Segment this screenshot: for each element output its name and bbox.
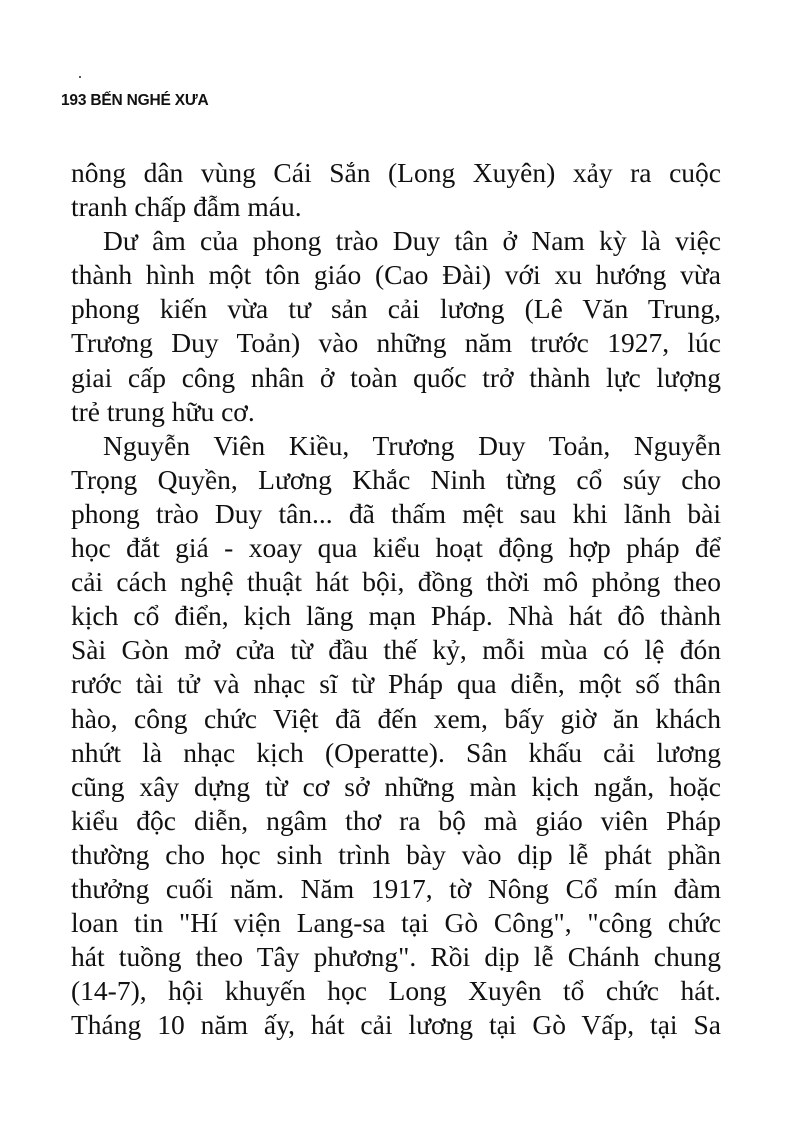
text-line: rước tài tử và nhạc sĩ từ Pháp qua diễn, một số thân	[71, 668, 721, 700]
text-line: giai cấp công nhân ở toàn quốc trở thành lực lượng	[71, 361, 721, 393]
text-line: Tháng 10 năm ấy, hát cải lương tại Gò Vấp, tại Sa	[71, 1009, 721, 1041]
text-line: trẻ trung hữu cơ.	[71, 395, 255, 427]
text-line: phong trào Duy tân... đã thấm mệt sau khi lãnh bài	[71, 497, 721, 529]
text-line: (14-7), hội khuyến học Long Xuyên tổ chức hát.	[71, 975, 721, 1007]
running-head: 193 BẾN NGHÉ XƯA	[61, 92, 209, 109]
text-line: Trọng Quyền, Lương Khắc Ninh từng cổ súy cho	[71, 463, 721, 495]
text-line: Trương Duy Toản) vào những năm trước 1927, lúc	[71, 327, 721, 359]
text-line: kiểu độc diễn, ngâm thơ ra bộ mà giáo viên Pháp	[71, 804, 721, 836]
scan-speck	[79, 76, 81, 78]
text-line: nông dân vùng Cái Sắn (Long Xuyên) xảy ra cuộc	[71, 157, 721, 188]
text-line: tranh chấp đẫm máu.	[71, 191, 302, 223]
text-line: Sài Gòn mở cửa từ đầu thế kỷ, mỗi mùa có lệ đón	[71, 634, 721, 666]
text-line: kịch cổ điển, kịch lãng mạn Pháp. Nhà hát đô thành	[71, 600, 721, 632]
text-line: hào, công chức Việt đã đến xem, bấy giờ ăn khách	[71, 702, 721, 734]
paragraph-start-line: Dư âm của phong trào Duy tân ở Nam kỳ là việc	[103, 225, 721, 257]
text-line: hát tuồng theo Tây phương". Rồi dịp lễ Chánh chung	[71, 941, 721, 973]
text-line: thường cho học sinh trình bày vào dịp lễ phát phần	[71, 838, 721, 870]
body-text	[71, 156, 721, 1042]
text-line: cải cách nghệ thuật hát bội, đồng thời mô phỏng theo	[71, 566, 721, 598]
text-line: thưởng cuối năm. Năm 1917, tờ Nông Cổ mín đàm	[71, 872, 721, 904]
text-line: thành hình một tôn giáo (Cao Đài) với xu hướng vừa	[71, 259, 721, 291]
paragraph-start-line: Nguyễn Viên Kiều, Trương Duy Toản, Nguyễn	[103, 429, 721, 461]
text-line: nhứt là nhạc kịch (Operatte). Sân khấu cải lương	[71, 736, 721, 768]
text-line: cũng xây dựng từ cơ sở những màn kịch ngắn, hoặc	[71, 770, 721, 802]
text-line: học đắt giá - xoay qua kiểu hoạt động hợp pháp để	[71, 532, 721, 564]
text-line: loan tin "Hí viện Lang-sa tại Gò Công", "công chức	[71, 907, 721, 939]
text-line: phong kiến vừa tư sản cải lương (Lê Văn Trung,	[71, 293, 721, 325]
